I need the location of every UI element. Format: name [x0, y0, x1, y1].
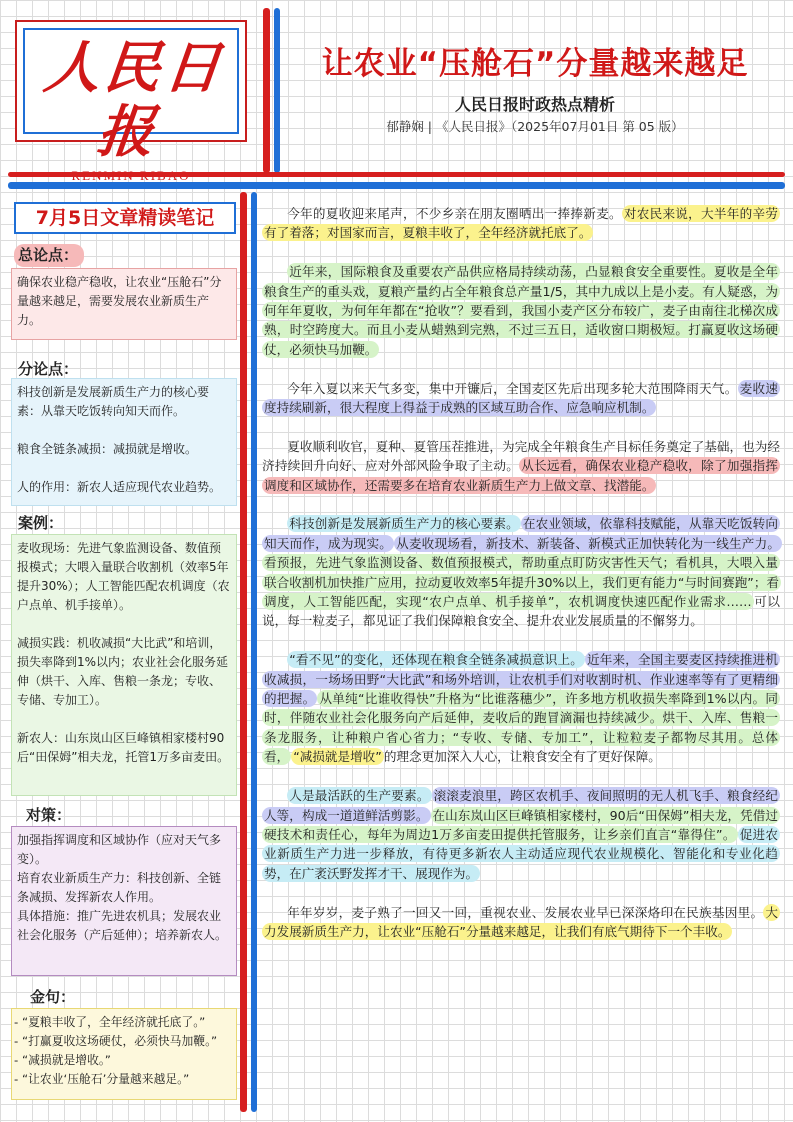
- article-body: [262, 204, 780, 941]
- highlight-green: 看预报，先进气象监测设备、数值预报模式，帮助重点盯防灾害性天气；看机具，大喂入量联合收割机加快推广应用，拉动夏收效率5年提升30%以上，我们更有能力“与时间赛跑”；看调度，人工智能匹配，实现“农户点单、机手接单”，农机调度快速匹配作业需求……: [264, 555, 780, 610]
- page-subtitle: 人民日报时政热点精析: [454, 95, 615, 114]
- article-text: 的理念更加深入人心，让粮食安全有了更好保障。: [383, 749, 661, 765]
- quote-item: - “让农业‘压舱石’分量越来越足。”: [14, 1072, 190, 1086]
- highlight-cyan: “看不见”的变化，还体现在粮食全链条减损意识上。: [289, 652, 583, 668]
- quote-item: - “减损就是增收。”: [14, 1053, 111, 1067]
- subpoint-item: 粮食全链条减损：减损就是增收。: [17, 442, 198, 456]
- overview-box: [11, 268, 237, 340]
- cases-box: [11, 534, 237, 796]
- header-rule-red: [8, 172, 785, 177]
- article-paragraph: [262, 262, 780, 359]
- case-item: 新农人：山东岚山区巨峰镇相家楼村90后“田保姆”相夫龙，托管1万多亩麦田。: [17, 731, 230, 764]
- masthead-logo: [15, 20, 247, 165]
- highlight-red: 从长远看，确保农业稳产稳收，除了加强指挥调度和区域协作，还需要多在培育农业新质生产力上做文章、找潜能。: [264, 458, 779, 493]
- masthead-logo-frame: [23, 28, 239, 165]
- highlight-green: 在山东岚山区巨峰镇相家楼村，90后“田保姆”相夫龙，凭借过硬技术和责任心，每年为周边1万多亩麦田提供托管服务，让乡亲们直言“靠得住”。: [264, 807, 779, 842]
- article-paragraph: [262, 437, 780, 495]
- highlight-cyan: 科技创新是发展新质生产力的核心要素。: [289, 516, 519, 532]
- quote-item: - “夏粮丰收了，全年经济就托底了。”: [14, 1015, 206, 1029]
- byline: 郁静娴 | 《人民日报》（2025年07月01日 第 05 版）: [386, 119, 684, 134]
- quotes-label: 金句：: [30, 988, 76, 1006]
- article-paragraph: [262, 379, 780, 418]
- article-paragraph: [262, 650, 780, 766]
- masthead-logo-text: 人民日报: [40, 35, 228, 165]
- measures-box: [11, 826, 237, 976]
- page-title: 让农业“压舱石”分量越来越足: [321, 46, 749, 82]
- article-text: 今年的夏收迎来尾声，不少乡亲在朋友圈晒出一捧捧新麦。: [287, 206, 622, 221]
- measure-item: 培育农业新质生产力：科技创新、全链条减损、发挥新农人作用。: [17, 871, 222, 904]
- highlight-purple: 从麦收现场看，新技术、新装备、新模式正加快转化为一线生产力。: [396, 535, 781, 551]
- header-divider-red: [263, 8, 270, 173]
- highlight-green: 近年来，国际粮食及重要农产品供应格局持续动荡，凸显粮食安全重要性。夏收是全年粮食生产的重头戏，夏粮产量约占全年粮食总产量1/5，其中九成以上是小麦。有人疑惑，为何年年夏收，为何年年都在“抢收”？要看到，我国小麦产区分布较广，麦子由南往北梯次成熟，时空跨度大。而且小麦从蜡熟到完熟，不过三五日，适收窗口期极短。打赢夏收这场硬仗，必须快马加鞭。: [264, 264, 778, 357]
- highlight-yellow: 对农民来说，大半年的辛劳有了着落；对国家而言，夏粮丰收了，全年经济就托底了。: [264, 206, 779, 241]
- notes-title: 7月5日文章精读笔记: [14, 202, 236, 234]
- article-paragraph: [262, 514, 780, 630]
- highlight-purple: 滚滚麦浪里，跨区农机手、夜间照明的无人机飞手、粮食经纪人等，构成一道道鲜活剪影。: [264, 788, 779, 823]
- article-text: 今年入夏以来天气多变，集中开镰后，全国麦区先后出现多轮大范围降雨天气。: [287, 380, 738, 396]
- highlight-purple: 在农业领域，依靠科技赋能，从靠天吃饭转向知天而作，成为现实。: [264, 516, 779, 551]
- quote-item: - “打赢夏收这场硬仗，必须快马加鞭。”: [14, 1034, 218, 1048]
- article-text: 夏收顺利收官，夏种、夏管压茬推进，为完成全年粮食生产目标任务奠定了基础，也为经济持续回升向好、应对外部风险争取了主动。: [262, 438, 780, 474]
- article-paragraph: [262, 204, 780, 243]
- subpoint-item: 科技创新是发展新质生产力的核心要素：从靠天吃饭转向知天而作。: [17, 385, 210, 418]
- measures-label: 对策：: [26, 806, 72, 824]
- subpoints-box: [11, 378, 237, 506]
- highlight-yellow: “减损就是增收”: [293, 749, 382, 765]
- highlight-green: 从单纯“比谁收得快”升格为“比谁落穗少”，许多地方机收损失率降到1%以内。同时，伴随农业社会化服务向产后延伸，麦收后的跑冒滴漏也持续减少。烘干、入库、售粮一条龙服务，让种粮户省心省力；“专收、专储、专加工”，让粒粒麦子都物尽其用。总体看，: [264, 691, 779, 765]
- overview-text: 确保农业稳产稳收，让农业“压舱石”分量越来越足，需要发展农业新质生产力。: [17, 275, 222, 327]
- article-text: 年年岁岁，麦子熟了一回又一回，重视农业、发展农业早已深深烙印在民族基因里。: [287, 904, 764, 920]
- article-paragraph: [262, 903, 780, 942]
- article-paragraph: [262, 786, 780, 883]
- column-divider-red: [240, 192, 247, 1112]
- case-item: 麦收现场：先进气象监测设备、数值预报模式；大喂入量联合收割机（效率5年提升30%）；人工智能匹配农机调度（农户点单、机手接单）。: [17, 541, 230, 612]
- column-divider-blue: [251, 192, 257, 1112]
- overview-label: 总论点：: [14, 244, 84, 267]
- highlight-cyan: 人是最活跃的生产要素。: [289, 788, 430, 804]
- highlight-yellow: 大力发展新质生产力，让农业“压舱石”分量越来越足，让我们有底气期待下一个丰收。: [264, 904, 778, 939]
- header-rule-blue: [8, 182, 785, 189]
- highlight-purple: 麦收速度持续刷新，很大程度上得益于成熟的区域互助合作、应急响应机制。: [264, 380, 779, 416]
- cases-label: 案例：: [18, 514, 64, 532]
- measure-item: 具体措施：推广先进农机具；发展农业社会化服务（产后延伸）；培养新农人。: [17, 909, 228, 942]
- subpoints-label: 分论点：: [18, 360, 79, 378]
- highlight-purple: 近年来，全国主要麦区持续推进机收减损，一场场田野“大比武”和场外培训，让农机手们对收割时机、作业速率等有了更精细的把握。: [264, 652, 778, 707]
- highlight-cyan: 促进农业新质生产力进一步释放，有待更多新农人主动适应现代农业规模化、智能化和专业化趋势，在广袤沃野发挥才干、展现作为。: [264, 826, 779, 881]
- measure-item: 加强指挥调度和区域协作（应对天气多变）。: [17, 833, 222, 866]
- header-divider-blue: [274, 8, 280, 173]
- quotes-box: [11, 1008, 237, 1100]
- case-item: 减损实践：机收减损“大比武”和培训，损失率降到1%以内；农业社会化服务延伸（烘干、入库、售粮一条龙；专收、专储、专加工）。: [17, 636, 229, 707]
- article-text: 可以说，每一粒麦子，都见证了我们保障粮食安全、提升农业发展质量的不懈努力。: [262, 594, 780, 629]
- subpoint-item: 人的作用：新农人适应现代农业趋势。: [17, 480, 222, 494]
